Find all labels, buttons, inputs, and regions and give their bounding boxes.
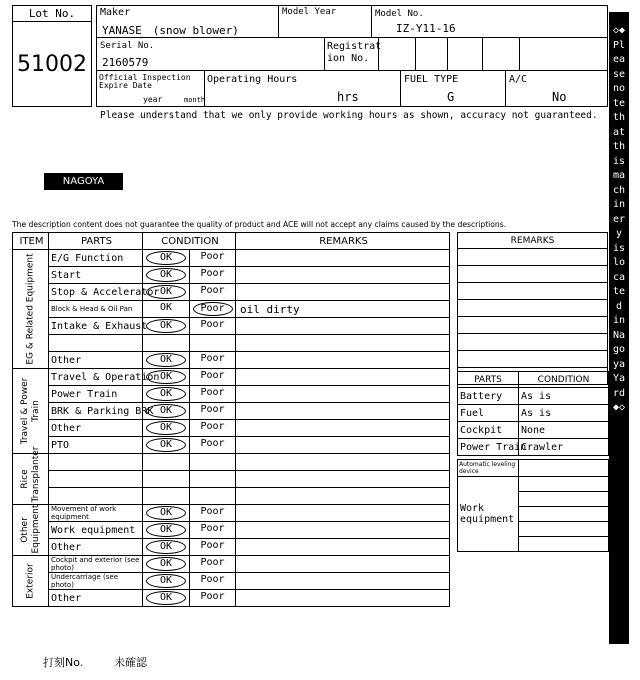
registration-box-1 bbox=[378, 37, 416, 71]
condition-poor-cell bbox=[190, 556, 236, 573]
condition-poor-cell bbox=[190, 284, 236, 301]
remark bbox=[236, 556, 450, 573]
remark bbox=[236, 386, 450, 403]
condition-poor: Poor bbox=[200, 523, 225, 534]
condition-poor: Poor bbox=[200, 353, 225, 364]
work-equipment-row bbox=[519, 537, 609, 552]
right-parts-row bbox=[458, 422, 609, 439]
right-part-name: Battery bbox=[458, 388, 519, 405]
side-notice-text: ◇◆Please note that this machinery is located in Nagoya Yard◆◇ bbox=[612, 25, 632, 413]
ac-label: A/C bbox=[509, 74, 528, 85]
right-remarks-table bbox=[457, 232, 608, 385]
stamp-value: 未確認 bbox=[114, 656, 147, 669]
condition-poor-cell bbox=[190, 471, 236, 488]
right-parts-row bbox=[458, 405, 609, 422]
condition-poor-cell bbox=[190, 437, 236, 454]
work-equipment-table bbox=[457, 459, 609, 552]
table-row bbox=[13, 488, 450, 505]
leveling-value bbox=[519, 460, 609, 477]
inspection-label-1: Official Inspection bbox=[99, 73, 191, 82]
part-name: PTO bbox=[49, 437, 143, 454]
condition-poor-cell bbox=[190, 539, 236, 556]
hours-label: Operating Hours bbox=[207, 74, 298, 85]
registration-box-5 bbox=[519, 37, 608, 71]
inspection-table bbox=[12, 232, 450, 607]
right-remarks-row bbox=[458, 283, 608, 300]
ac-cell bbox=[505, 70, 608, 107]
fuel-cell bbox=[400, 70, 506, 107]
leveling-label: Automatic leveling device bbox=[458, 460, 519, 477]
condition-poor: Poor bbox=[200, 268, 225, 279]
part-name: BRK & Parking BRK bbox=[49, 403, 143, 420]
condition-ok-cell bbox=[143, 573, 190, 590]
right-part-condition: As is bbox=[519, 405, 609, 422]
registration-box-3 bbox=[447, 37, 483, 71]
condition-ok-circled: OK bbox=[146, 540, 186, 554]
table-row bbox=[13, 420, 450, 437]
condition-poor-cell bbox=[190, 318, 236, 335]
table-row bbox=[13, 573, 450, 590]
part-name bbox=[49, 471, 143, 488]
item-category bbox=[13, 505, 49, 556]
part-name: Block & Head & Oil Pan bbox=[49, 301, 143, 318]
ac-value: No bbox=[552, 90, 567, 104]
work-equipment-row bbox=[519, 507, 609, 522]
remark bbox=[236, 318, 450, 335]
lot-box bbox=[12, 5, 92, 107]
col-condition: CONDITION bbox=[143, 233, 236, 250]
condition-ok-circled: OK bbox=[146, 387, 186, 401]
model-year-label: Model Year bbox=[282, 7, 337, 17]
registration-label: Registrat ion No. bbox=[327, 41, 382, 64]
remark bbox=[236, 590, 450, 607]
condition-ok-circled: OK bbox=[146, 506, 186, 520]
condition-poor: Poor bbox=[200, 404, 225, 415]
col-parts: PARTS bbox=[49, 233, 143, 250]
remark bbox=[236, 352, 450, 369]
part-name: Travel & Operation bbox=[49, 369, 143, 386]
condition-poor-cell bbox=[190, 267, 236, 284]
col-remarks: REMARKS bbox=[236, 233, 450, 250]
condition-poor: Poor bbox=[200, 574, 225, 585]
condition-ok-cell bbox=[143, 403, 190, 420]
part-name: E/G Function bbox=[49, 250, 143, 267]
condition-ok-cell bbox=[143, 488, 190, 505]
col-item: ITEM bbox=[13, 233, 49, 250]
condition-ok-circled: OK bbox=[146, 438, 186, 452]
remark bbox=[236, 284, 450, 301]
right-part-name: Fuel bbox=[458, 405, 519, 422]
table-row bbox=[13, 318, 450, 335]
condition-ok-cell bbox=[143, 505, 190, 522]
right-remarks-row bbox=[458, 300, 608, 317]
right-part-condition: Crawler bbox=[519, 439, 609, 456]
item-category-label: EG & Related Equipment bbox=[25, 253, 35, 365]
condition-ok-circled: OK bbox=[146, 574, 186, 588]
item-category bbox=[13, 369, 49, 454]
condition-poor-cell bbox=[190, 590, 236, 607]
condition-ok-circled: OK bbox=[146, 285, 186, 299]
part-name: Other bbox=[49, 352, 143, 369]
condition-poor-circled: Poor bbox=[193, 302, 233, 316]
header-block bbox=[12, 5, 608, 109]
table-row bbox=[13, 539, 450, 556]
condition-ok-circled: OK bbox=[146, 404, 186, 418]
condition-poor-cell bbox=[190, 505, 236, 522]
part-name: Other bbox=[49, 590, 143, 607]
serial-value: 2160579 bbox=[102, 56, 149, 69]
condition-ok-cell bbox=[143, 420, 190, 437]
model-no-label: Model No. bbox=[375, 9, 424, 19]
part-name: Movement of work equipment bbox=[49, 505, 143, 522]
remark: oil dirty bbox=[236, 301, 450, 318]
condition-poor: Poor bbox=[200, 370, 225, 381]
remark bbox=[236, 369, 450, 386]
condition-ok-cell bbox=[143, 590, 190, 607]
item-category-label: Other Equipment bbox=[19, 504, 41, 554]
lot-number: 51002 bbox=[17, 52, 87, 77]
serial-label: Serial No. bbox=[100, 41, 155, 51]
condition-poor-cell bbox=[190, 488, 236, 505]
fuel-value: G bbox=[447, 90, 455, 104]
remark bbox=[236, 522, 450, 539]
item-category bbox=[13, 446, 49, 505]
condition-ok-circled: OK bbox=[146, 421, 186, 435]
condition-ok-cell bbox=[143, 539, 190, 556]
item-category bbox=[13, 250, 49, 369]
remark bbox=[236, 437, 450, 454]
right-parts-row bbox=[458, 388, 609, 405]
item-category-label: Travel & Power Train bbox=[19, 377, 41, 445]
remark bbox=[236, 488, 450, 505]
table-row bbox=[13, 301, 450, 318]
table-row bbox=[13, 590, 450, 607]
condition-ok-circled: OK bbox=[146, 370, 186, 384]
inspection-label-2: Expire Date bbox=[99, 81, 152, 90]
hours-cell bbox=[204, 70, 401, 107]
right-part-name: Cockpit bbox=[458, 422, 519, 439]
right-part-condition: None bbox=[519, 422, 609, 439]
table-row bbox=[13, 369, 450, 386]
part-name: Cockpit and exterior (see photo) bbox=[49, 556, 143, 573]
table-row bbox=[13, 352, 450, 369]
remark bbox=[236, 573, 450, 590]
condition-poor-cell bbox=[190, 522, 236, 539]
condition-ok-cell bbox=[143, 284, 190, 301]
condition-ok-circled: OK bbox=[146, 523, 186, 537]
part-name: Other bbox=[49, 420, 143, 437]
remark bbox=[236, 471, 450, 488]
item-category-label: Exterior bbox=[25, 563, 35, 599]
remark bbox=[236, 250, 450, 267]
right-remarks-row bbox=[458, 317, 608, 334]
condition-poor-cell bbox=[190, 369, 236, 386]
work-equipment-row bbox=[519, 522, 609, 537]
condition-poor: Poor bbox=[200, 251, 225, 262]
part-name bbox=[49, 488, 143, 505]
location-badge: NAGOYA bbox=[44, 173, 123, 190]
condition-ok-cell bbox=[143, 471, 190, 488]
condition-ok-cell bbox=[143, 556, 190, 573]
condition-ok-circled: OK bbox=[146, 353, 186, 367]
condition-poor-cell bbox=[190, 301, 236, 318]
condition-poor-cell bbox=[190, 335, 236, 352]
condition-ok-cell bbox=[143, 386, 190, 403]
table-row bbox=[13, 284, 450, 301]
part-name: Other bbox=[49, 539, 143, 556]
right-remarks-header: REMARKS bbox=[458, 233, 608, 249]
condition-poor-cell bbox=[190, 420, 236, 437]
right-part-condition: As is bbox=[519, 388, 609, 405]
part-name bbox=[49, 335, 143, 352]
registration-box-4 bbox=[482, 37, 520, 71]
right-remarks-row bbox=[458, 266, 608, 283]
part-name: Work equipment bbox=[49, 522, 143, 539]
table-row bbox=[13, 522, 450, 539]
table-row bbox=[13, 250, 450, 267]
condition-ok-cell bbox=[143, 301, 190, 318]
work-equipment-row bbox=[519, 477, 609, 492]
remark bbox=[236, 403, 450, 420]
model-no-cell bbox=[371, 5, 608, 38]
remark bbox=[236, 539, 450, 556]
part-name: Stop & Accelerator bbox=[49, 284, 143, 301]
table-row bbox=[13, 386, 450, 403]
condition-ok-cell bbox=[143, 250, 190, 267]
condition-ok-cell bbox=[143, 318, 190, 335]
fuel-label: FUEL TYPE bbox=[404, 74, 459, 85]
maker-label: Maker bbox=[100, 7, 131, 18]
condition-ok: OK bbox=[159, 302, 173, 313]
item-category-label: Rice Transplanter bbox=[19, 446, 41, 503]
disclaimer: The description content does not guarantee the quality of product and ACE will not accept any claims caused by the descriptions. bbox=[12, 220, 507, 229]
hours-unit: hrs bbox=[337, 90, 359, 104]
condition-ok-cell bbox=[143, 335, 190, 352]
lot-label: Lot No. bbox=[13, 6, 91, 22]
part-name: Intake & Exhaust bbox=[49, 318, 143, 335]
work-equipment-row bbox=[519, 492, 609, 507]
table-row bbox=[13, 335, 450, 352]
condition-ok-cell bbox=[143, 267, 190, 284]
month-label: month bbox=[184, 96, 206, 104]
table-row bbox=[13, 556, 450, 573]
inspection-cell bbox=[96, 70, 205, 107]
part-name: Power Train bbox=[49, 386, 143, 403]
right-remarks-row bbox=[458, 351, 608, 368]
right-remarks-row bbox=[458, 249, 608, 266]
item-category bbox=[13, 556, 49, 607]
registration-label-cell bbox=[324, 37, 382, 71]
remark bbox=[236, 420, 450, 437]
condition-ok-cell bbox=[143, 352, 190, 369]
side-location-notice bbox=[609, 12, 632, 644]
condition-poor-cell bbox=[190, 403, 236, 420]
stamp-label: 打刻No. bbox=[43, 656, 84, 669]
condition-poor: Poor bbox=[200, 319, 225, 330]
remark bbox=[236, 267, 450, 284]
part-name bbox=[49, 454, 143, 471]
condition-poor: Poor bbox=[200, 591, 225, 602]
remark bbox=[236, 335, 450, 352]
remark bbox=[236, 505, 450, 522]
serial-cell bbox=[96, 37, 325, 71]
condition-poor-cell bbox=[190, 454, 236, 471]
condition-poor: Poor bbox=[200, 506, 225, 517]
condition-ok-cell bbox=[143, 437, 190, 454]
condition-poor-cell bbox=[190, 573, 236, 590]
condition-ok-circled: OK bbox=[146, 319, 186, 333]
table-row bbox=[13, 267, 450, 284]
right-col-condition: CONDITION bbox=[519, 372, 609, 388]
condition-poor: Poor bbox=[200, 285, 225, 296]
maker-cell bbox=[96, 5, 279, 38]
table-row bbox=[13, 471, 450, 488]
table-row bbox=[13, 505, 450, 522]
condition-poor: Poor bbox=[200, 421, 225, 432]
condition-poor: Poor bbox=[200, 438, 225, 449]
table-row bbox=[13, 437, 450, 454]
registration-box-2 bbox=[415, 37, 448, 71]
condition-ok-circled: OK bbox=[146, 557, 186, 571]
condition-ok-cell bbox=[143, 522, 190, 539]
model-no-value: IZ-Y11-16 bbox=[396, 22, 456, 35]
model-year-cell bbox=[278, 5, 372, 38]
condition-ok-cell bbox=[143, 454, 190, 471]
right-parts-row bbox=[458, 439, 609, 456]
year-label: year bbox=[143, 95, 163, 104]
condition-poor: Poor bbox=[200, 557, 225, 568]
table-row bbox=[13, 454, 450, 471]
condition-ok-circled: OK bbox=[146, 591, 186, 605]
hours-notice: Please understand that we only provide working hours as shown, accuracy not guaranteed. bbox=[100, 110, 598, 121]
maker-value: YANASE (snow blower) bbox=[102, 24, 239, 37]
condition-poor-cell bbox=[190, 386, 236, 403]
inspection-table-header bbox=[13, 233, 450, 250]
right-parts-table bbox=[457, 371, 609, 456]
table-row bbox=[13, 403, 450, 420]
condition-ok-circled: OK bbox=[146, 251, 186, 265]
right-col-parts: PARTS bbox=[458, 372, 519, 388]
right-remarks-row bbox=[458, 334, 608, 351]
condition-poor: Poor bbox=[200, 540, 225, 551]
part-name: Undercarriage (see photo) bbox=[49, 573, 143, 590]
work-equipment-label: Work equipment bbox=[458, 477, 519, 552]
condition-poor-cell bbox=[190, 250, 236, 267]
remark bbox=[236, 454, 450, 471]
condition-poor-cell bbox=[190, 352, 236, 369]
right-part-name: Power Train bbox=[458, 439, 519, 456]
condition-poor: Poor bbox=[200, 387, 225, 398]
condition-ok-cell bbox=[143, 369, 190, 386]
condition-ok-circled: OK bbox=[146, 268, 186, 282]
part-name: Start bbox=[49, 267, 143, 284]
